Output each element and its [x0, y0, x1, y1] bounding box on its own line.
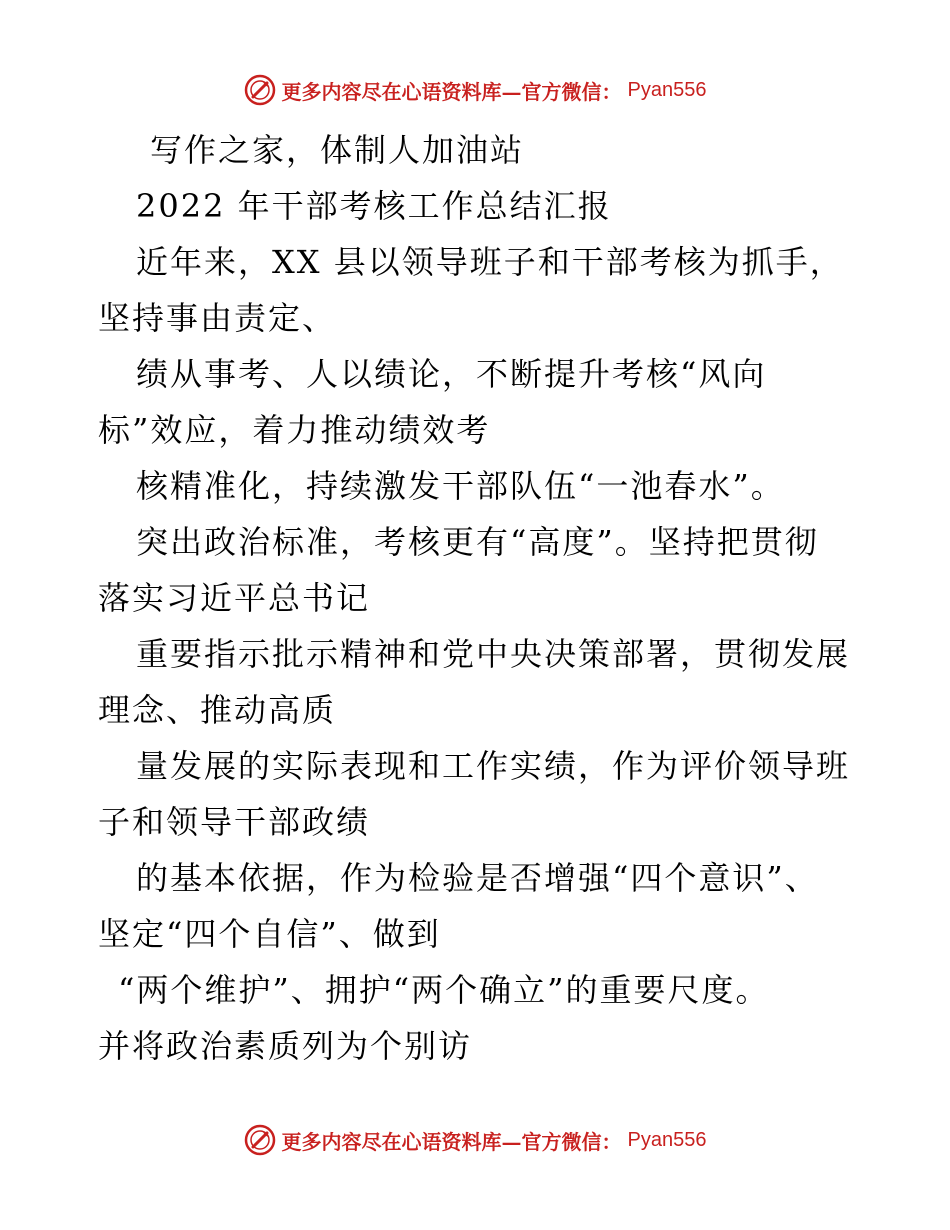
- watermark-banner-top: [0, 70, 950, 110]
- doc-line: 理念、推动高质: [98, 691, 337, 729]
- doc-line: 绩从事考、人以绩论，不断提升考核“风向: [136, 355, 767, 393]
- doc-line: 坚定“四个自信”、做到: [98, 915, 441, 953]
- doc-line: 标”效应，着力推动绩效考: [98, 411, 491, 449]
- doc-line: 量发展的实际表现和工作实绩，作为评价领导班: [136, 747, 851, 785]
- doc-line: 的基本依据，作为检验是否增强“四个意识”、: [136, 859, 819, 897]
- doc-line: 突出政治标准，考核更有“高度”。坚持把贯彻: [136, 523, 819, 561]
- doc-line: 核精准化，持续激发干部队伍“一池春水”。: [136, 467, 785, 505]
- watermark-contact: Pyan556: [627, 78, 707, 101]
- doc-line: “两个维护”、拥护“两个确立”的重要尺度。: [118, 971, 770, 1009]
- stamp-logo-icon: [244, 1124, 276, 1156]
- doc-line: 近年来，XX 县以领导班子和干部考核为抓手，: [136, 243, 844, 281]
- doc-title: 2022 年干部考核工作总结汇报: [136, 187, 612, 225]
- doc-line: 坚持事由责定、: [98, 299, 337, 337]
- watermark-contact: Pyan556: [627, 1128, 707, 1151]
- watermark-content: [244, 1124, 707, 1156]
- document-body: [98, 122, 868, 1074]
- watermark-content: [244, 74, 707, 106]
- doc-line: 子和领导干部政绩: [98, 803, 371, 841]
- watermark-text: 更多内容尽在心语资料库—官方微信：: [281, 79, 622, 104]
- doc-line: 落实习近平总书记: [98, 579, 371, 617]
- doc-line: 并将政治素质列为个别访: [98, 1027, 473, 1065]
- doc-line: 重要指示批示精神和党中央决策部署，贯彻发展: [136, 635, 851, 673]
- watermark-banner-bottom: [0, 1120, 950, 1160]
- stamp-logo-icon: [244, 74, 276, 106]
- doc-line: 写作之家，体制人加油站: [150, 131, 525, 169]
- watermark-text: 更多内容尽在心语资料库—官方微信：: [281, 1129, 622, 1154]
